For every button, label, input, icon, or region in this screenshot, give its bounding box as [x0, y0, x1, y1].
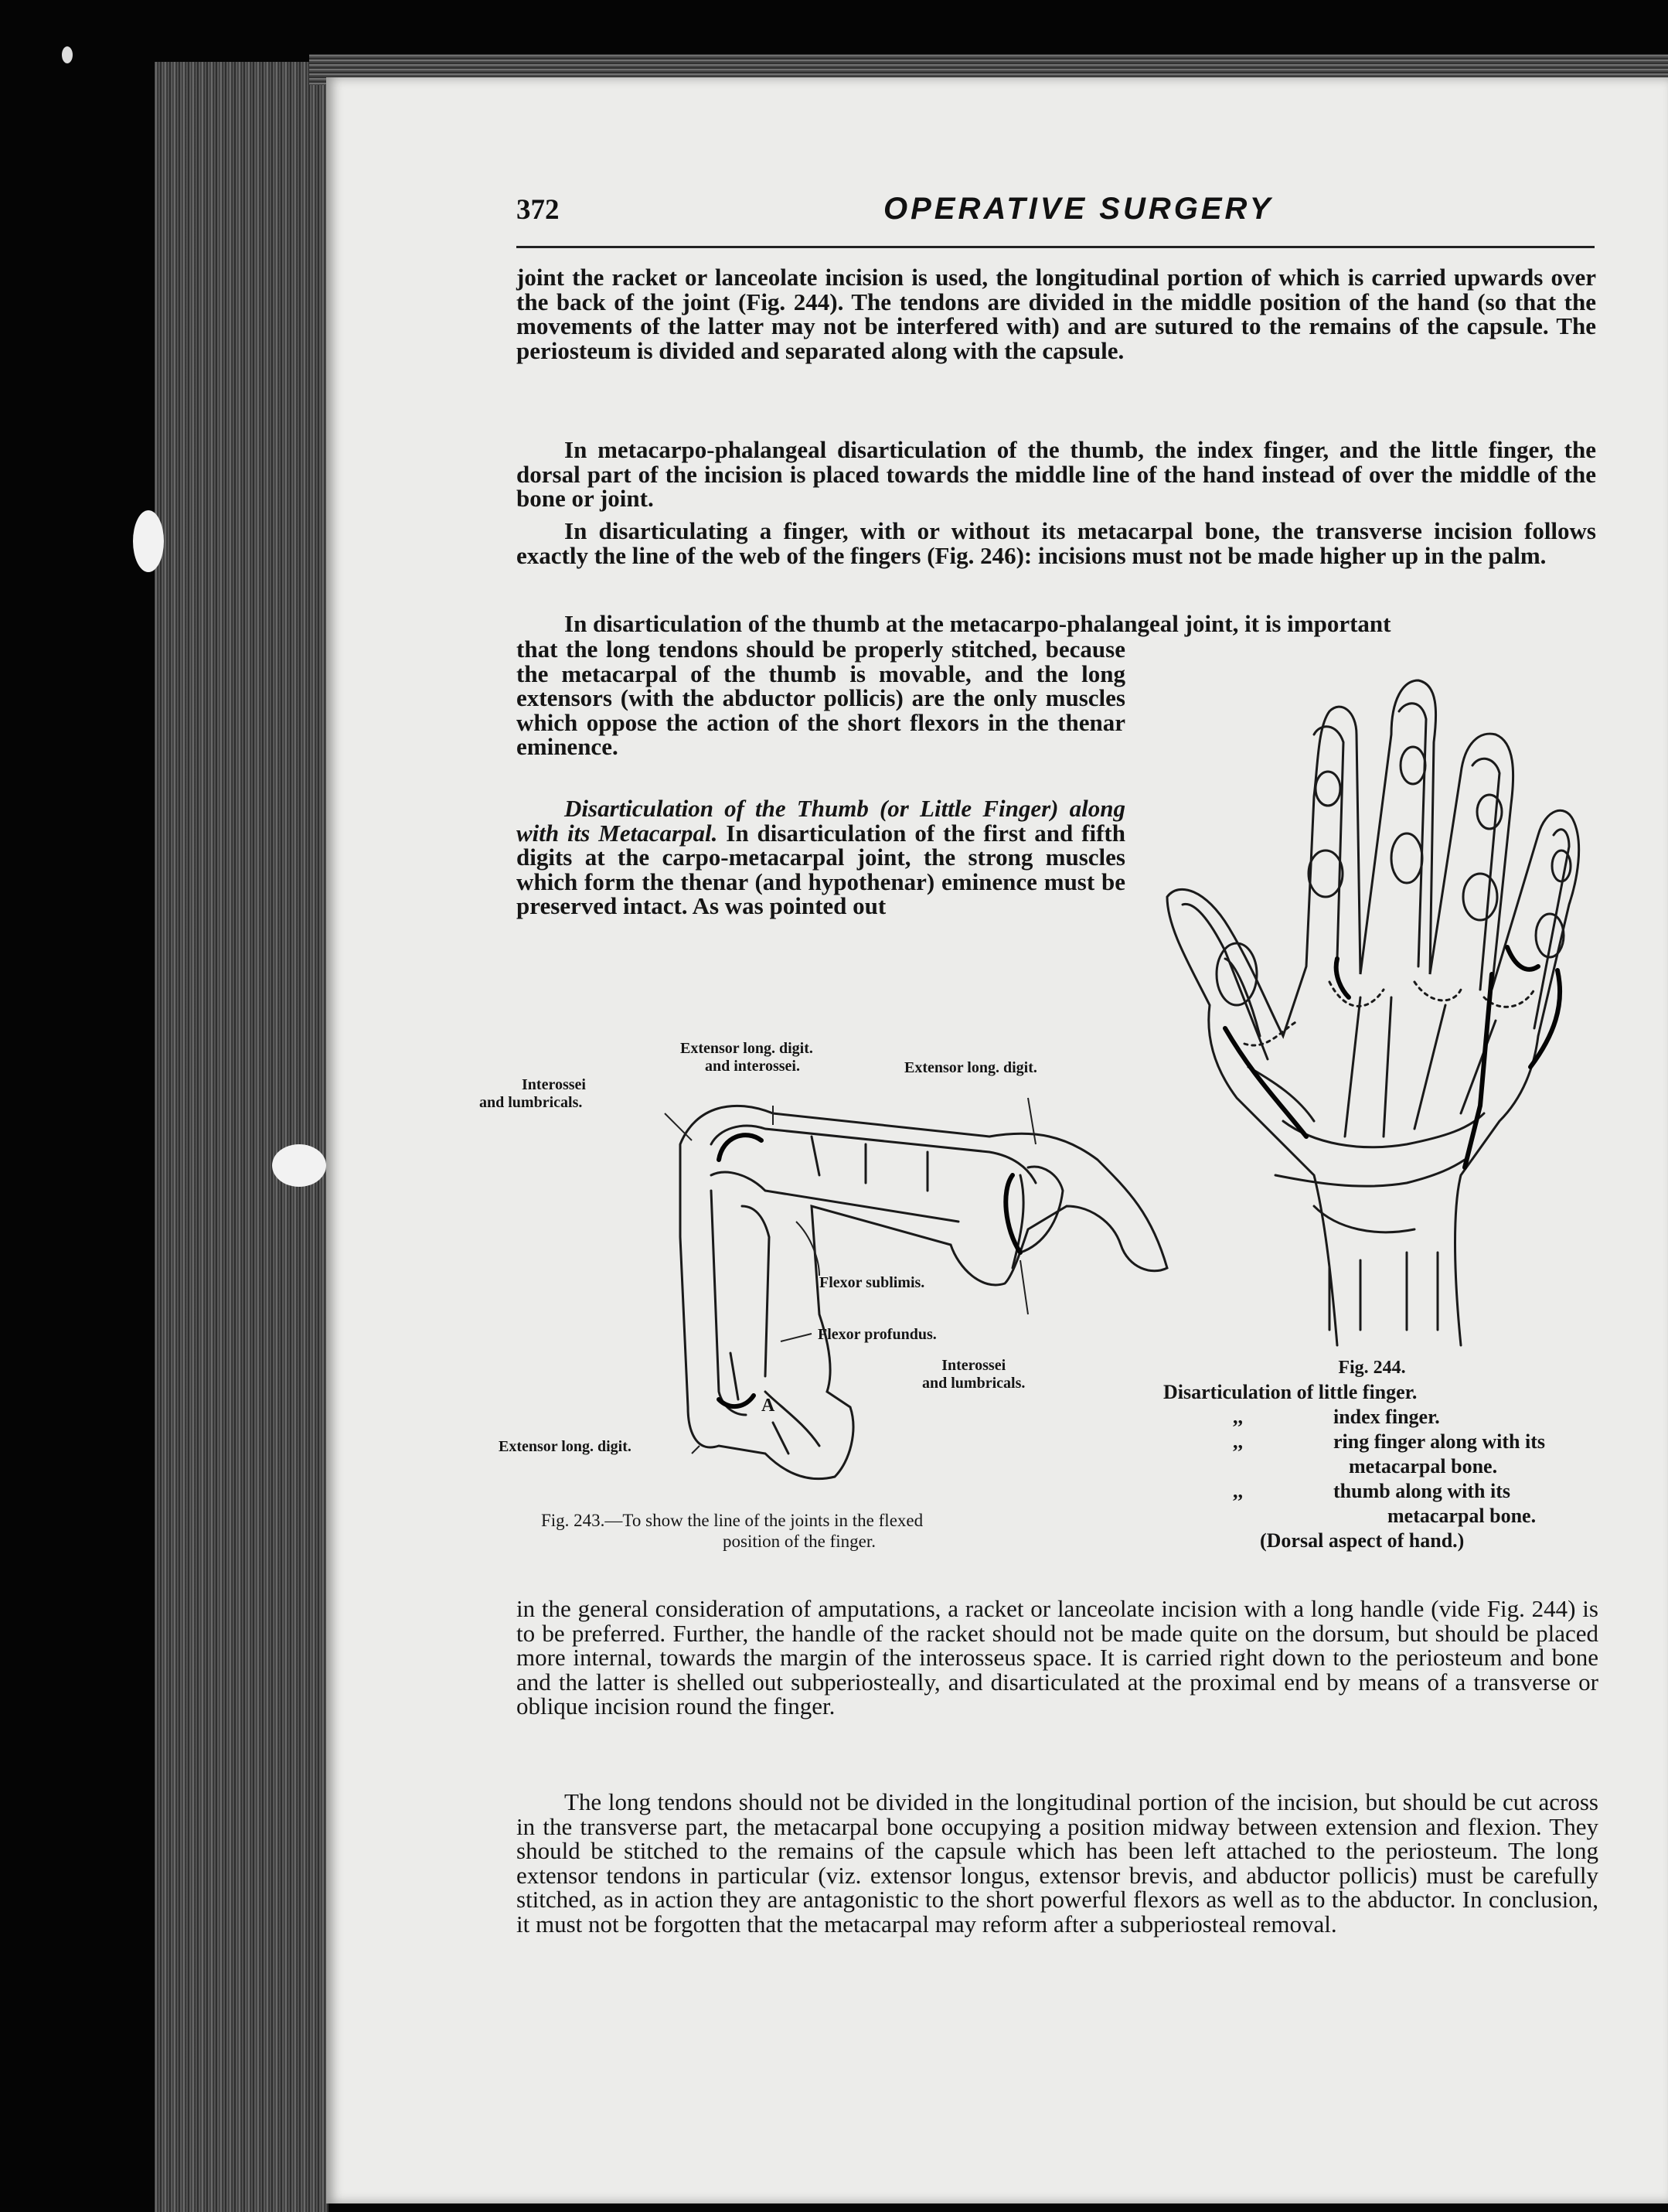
fig244-line-text: metacarpal bone. [1387, 1505, 1537, 1527]
fig244-line-text: thumb along with its [1333, 1480, 1510, 1502]
caption-line: position of the finger. [723, 1532, 877, 1551]
ditto-mark: ,, [1233, 1430, 1243, 1453]
page-number: 372 [516, 194, 560, 226]
paragraph: in the general consideration of amputations, a racket or lanceolate incision with a long handle (vide Fig. 244) is to be preferred. Further, the handle of the racket should not be made quite on the dorsum, but should be placed more internal, towards the margin of the interosseus space. It is carried right down to the periosteum and bone and the latter is shelled out subperiosteally, and disarticulated at the proximal end by means of a transverse or oblique incision round the finger. [516, 1595, 1598, 1720]
label-line: and interossei. [705, 1058, 800, 1075]
paragraph: In metacarpo-phalangeal disarticulation of the thumb, the index finger, and the little finger, the dorsal part of the incision is placed towards the middle line of the hand instead of over the middle of the bone or joint. [516, 436, 1596, 513]
fig243-label-a: A [761, 1396, 775, 1416]
fig244-line-text: index finger. [1333, 1406, 1440, 1428]
fig244-line [1163, 1504, 1612, 1529]
paragraph: In disarticulation of the thumb at the metacarpo-phalangeal joint, it is important [564, 610, 1391, 637]
fig244-line [1163, 1380, 1612, 1405]
label-line: Interossei [522, 1076, 586, 1093]
fig243-caption [541, 1510, 1128, 1552]
fig244-line [1163, 1454, 1612, 1479]
fig244-line-text: metacarpal bone. [1349, 1455, 1498, 1478]
fig244-line [1163, 1479, 1612, 1504]
fig244-line [1163, 1405, 1612, 1430]
paragraph: In disarticulating a finger, with or without its metacarpal bone, the transverse incision follows exactly the line of the web of the fingers (Fig. 246): incisions must not be made higher up in the palm. [516, 517, 1596, 569]
fig243-label-ext-long-digit-interossei [680, 1040, 813, 1075]
label-line: and lumbricals. [479, 1094, 583, 1111]
fig243-label-ext-long-digit-top: Extensor long. digit. [904, 1059, 1037, 1076]
label-line: and lumbricals. [922, 1375, 1026, 1392]
fig244-line [1163, 1430, 1612, 1454]
fig244-line-text: ring finger along with its [1333, 1430, 1545, 1453]
fig244-title: Fig. 244. [1338, 1358, 1406, 1378]
ditto-mark: ,, [1233, 1480, 1243, 1502]
fig243-label-interossei-left [479, 1076, 586, 1112]
label-line: Interossei [941, 1357, 1006, 1374]
paragraph: The long tendons should not be divided in the longitudinal portion of the incision, but should be cut across in the transverse part, the metacarpal bone occupying a position midway between extension and flexion. They should be stitched to the remains of the capsule which has been left attached to the periosteum. The long extensor tendons in particular (viz. extensor longus, extensor brevis, and abductor pollicis) must be carefully stitched, as in action they are antagonistic to the short powerful flexors as well as to the abductor. In conclusion, it must not be forgotten that the metacarpal may reform after a subperiosteal removal. [516, 1788, 1598, 1938]
section-body: In disarticulation of the first and fifth digits at the carpo-metacarpal joint, the strong muscles which form the thenar (and hypothenar) eminence must be preserved intact. As was pointed out [516, 819, 1125, 920]
fig243-label-flexor-profundus: Flexor profundus. [818, 1326, 937, 1343]
ditto-mark: ,, [1233, 1406, 1243, 1428]
caption-line: Fig. 243.—To show the line of the joints in the flexed [541, 1511, 924, 1530]
fig243-label-flexor-sublimis: Flexor sublimis. [819, 1274, 925, 1291]
section-heading: Disarticulation of the Thumb (or Little Finger) along with its Metacarpal. [516, 795, 1125, 847]
running-title: OPERATIVE SURGERY [883, 192, 1274, 226]
label-line: Extensor long. digit. [680, 1040, 813, 1057]
paragraph: joint the racket or lanceolate incision is used, the longitudinal portion of which is carried upwards over the back of the joint (Fig. 244). The tendons are divided in the middle position of the hand (so that the movements of the latter may not be interfered with) and are sutured to the remains of the capsule. The periosteum is divided and separated along with the capsule. [516, 264, 1596, 364]
fig244-note: (Dorsal aspect of hand.) [1260, 1529, 1465, 1552]
fig244-caption [1163, 1355, 1612, 1553]
fig243-label-interossei-right [922, 1357, 1025, 1392]
fig244-line-text: Disarticulation of little finger. [1163, 1381, 1418, 1403]
fig243-label-ext-long-digit-bottom: Extensor long. digit. [499, 1438, 631, 1455]
paragraph: that the long tendons should be properly stitched, because the metacarpal of the thumb is movable, and the long extensors (with the abductor pollicis) are the only muscles which oppose the action of the short flexors in the thenar eminence. [516, 636, 1125, 761]
